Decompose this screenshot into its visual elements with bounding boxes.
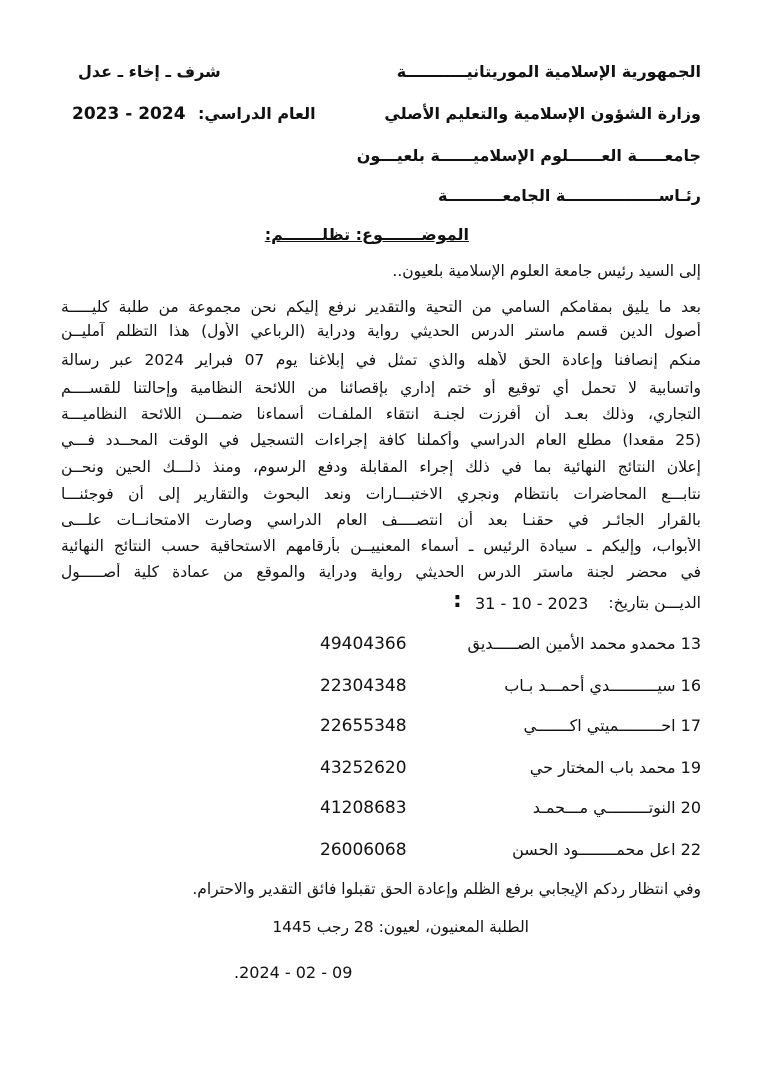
body-line-2: أصول الدين قسم ماستر الدرس الحديثي رواية ودراية (الرباعي الأول) هذا التظلم آمليــن: [61, 322, 701, 340]
student-name: 20 النوتـــــــــي مـــحمـد: [532, 798, 701, 817]
ministry-name: وزارة الشؤون الإسلامية والتعليم الأصلي: [384, 104, 701, 123]
body-line-9: بالقرار الجائـر في حقنـا بعد أن انتصــــف العام الدراسي وصارت الامتحانــات علـــى: [61, 511, 701, 529]
student-phone: 26006068: [320, 840, 407, 860]
presidency-title: رئـاســـــــــــــــــة الجامعــــــــــة: [437, 186, 701, 205]
date-colon: :: [453, 588, 462, 613]
student-name: 19 محمد باب المختار حي: [529, 758, 701, 777]
body-line-11: في محضر لجنة ماستر الدرس الحديثي رواية ودراية والموقع من عمادة كلية أصـــــول: [61, 563, 701, 581]
republic-title: الجمهورية الإسلامية الموريتانيـــــــــــة: [396, 62, 701, 81]
body-line-4: واتسابية لا تحمل أي توقيع أو ختم إداري بإقصائنا من اللائحة النظامية وإحالتنا للقســــم: [61, 379, 701, 397]
academic-year-value: 2023 - 2024: [72, 104, 186, 124]
student-phone: 22655348: [320, 716, 407, 736]
student-phone: 49404366: [320, 634, 407, 654]
subject-line: الموضـــــــوع: تظلـــــــم:: [264, 225, 469, 244]
date-value: 31 - 10 - 2023: [475, 594, 589, 613]
date-intro: الديـــن بتاريخ:: [608, 594, 701, 612]
body-line-1: بعد ما يليق بمقامكم السامي من التحية والتقدير نرفع إليكم نحن مجموعة من طلبة كليـــــة: [61, 298, 701, 316]
student-phone: 43252620: [320, 758, 407, 778]
student-phone: 41208683: [320, 798, 407, 818]
university-name: جامعـــــة العــــــلوم الإسلاميــــــة بلعيـــون: [356, 146, 701, 165]
national-motto: شرف ـ إخاء ـ عدل: [78, 62, 221, 81]
body-line-7: إعلان النتائج النهائية بما في ذلك إجراء المقابلة ودفع الرسوم، ومنذ ذلـــك الحين ونحــن: [61, 458, 701, 476]
closing-line: وفي انتظار ردكم الإيجابي برفع الظلم وإعادة الحق تقبلوا فائق التقدير والاحترام.: [192, 880, 701, 898]
student-name: 16 سيــــــــــدي أحمـــد بـاب: [504, 676, 701, 695]
signature-line: الطلبة المعنيون، لعيون: 28 رجب 1445: [272, 918, 529, 936]
body-line-6: (25 مقعدا) مطلع العام الدراسي وأكملنا كافة إجراءات التسجيل في الوقت المحــدد فـــي: [61, 431, 701, 449]
academic-year-label: العام الدراسي:: [198, 104, 316, 123]
body-line-8: نتابـــع المحاضرات بانتظام ونجري الاختبـــارات ونعد البحوث والتقارير إلى أن فوجئنـــا: [61, 485, 701, 503]
student-name: 13 محمدو محمد الأمين الصـــــديق: [467, 634, 701, 653]
student-phone: 22304348: [320, 676, 407, 696]
salutation: إلى السيد رئيس جامعة العلوم الإسلامية بلعيون..: [392, 262, 701, 280]
final-date: .2024 - 02 - 09: [234, 963, 353, 982]
body-line-5: التجاري، وذلك بعـد أن أفرزت لجنـة انتقاء الملفـات أسماءنا ضمـــن اللائحة النظاميـــة: [61, 405, 701, 423]
body-line-3: منكم إنصافنا وإعادة الحق لأهله والذي تمثل في إبلاغنا يوم 07 فبراير 2024 عبر رسالة: [61, 351, 701, 369]
student-name: 17 احـــــــــميتي اكـــــــي: [523, 716, 701, 735]
student-name: 22 اعل محمــــــــود الحسن: [512, 840, 701, 859]
body-line-10: الأبواب، وإليكم ـ سيادة الرئيس ـ أسماء المعنييــن بأرقامهم الاستحاقية حسب النتائج النهائية: [61, 537, 701, 555]
